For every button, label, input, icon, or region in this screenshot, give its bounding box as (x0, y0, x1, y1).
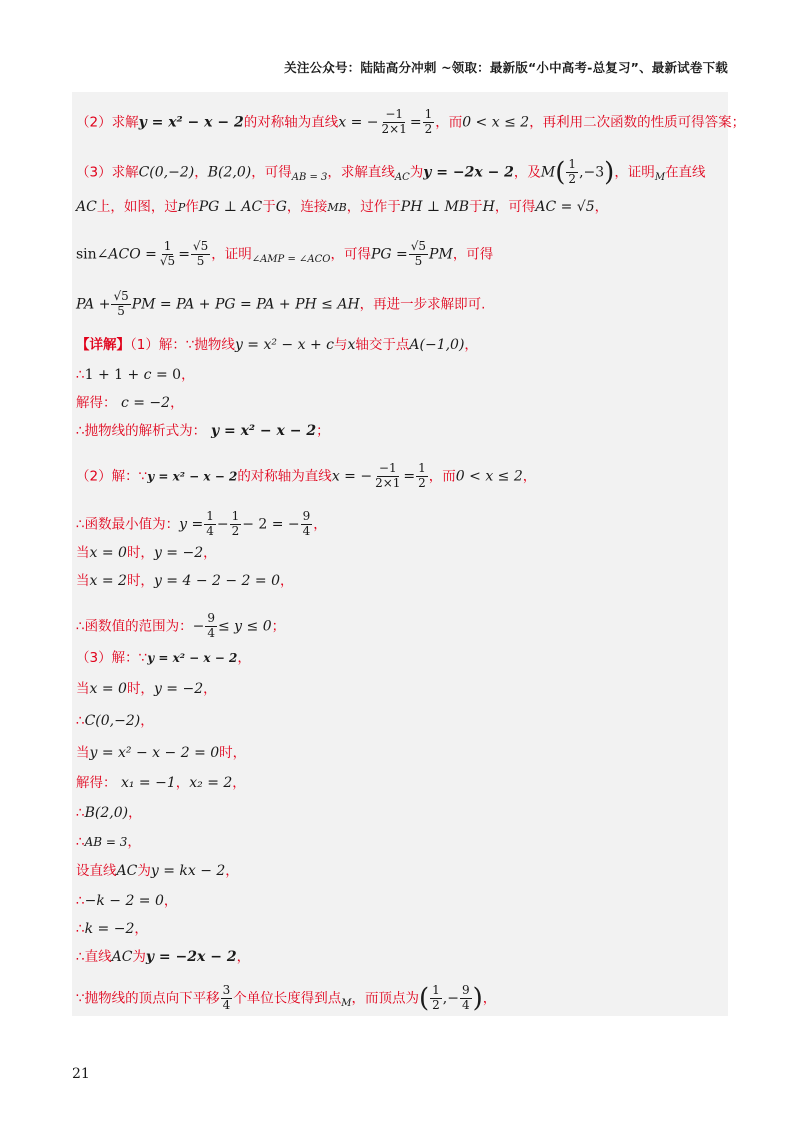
detail-line-7: 当x = 0时，y = −2， (76, 545, 217, 561)
detail-line-6: ∴函数最小值为：y = $\frac{1}{4}$ − $\frac{1}{2}$ − 2 = − $\frac{9}{4}$ ， (76, 509, 327, 538)
detail-line-3: 解得： c = −2， (76, 395, 184, 411)
detail-line-12: ∴C(0,−2)， (76, 713, 154, 729)
detail-line-20: ∴直线AC为y = −2x − 2， (76, 949, 251, 965)
detail-line-1: 【详解】（1）解：∵抛物线y = x² − x + c与x轴交于点A(−1,0)， (76, 337, 478, 353)
detail-line-21: ∵抛物线的顶点向下平移 $\frac{3}{4}$ 个单位长度得到点$_M$，而顶点为( $\frac{1}{2}$ ,− $\frac{9}{4}$ )， (76, 983, 497, 1014)
detail-line-10: （3）解：∵y = x² − x − 2， (76, 650, 251, 666)
detail-line-16: ∴AB = 3， (76, 834, 141, 850)
detail-line-11: 当x = 0时，y = −2， (76, 681, 217, 697)
detail-line-9: ∴函数值的范围为：− $\frac{9}{4}$ ≤ y ≤ 0； (76, 611, 286, 640)
detail-line-15: ∴B(2,0)， (76, 805, 142, 821)
analysis-line-1: （2）求解y = x² − x − 2的对称轴为直线x = − $\frac{-1}{2\times 1}$ = $\frac{1}{2}$ ，而0 < x ≤ 2，再利用二次函数的性质可得答案； (76, 107, 746, 136)
detail-line-2: ∴1 + 1 + c = 0， (76, 367, 195, 383)
detail-line-19: ∴k = −2， (76, 921, 148, 937)
detail-line-13: 当y = x² − x − 2 = 0时， (76, 745, 247, 761)
detail-line-14: 解得： x₁ = −1，x₂ = 2， (76, 775, 246, 791)
detail-line-4: ∴抛物线的解析式为： y = x² − x − 2； (76, 423, 330, 439)
detail-line-5: （2）解：∵y = x² − x − 2的对称轴为直线x = − $\frac{-1}{2\times 1}$ = $\frac{1}{2}$ ，而0 < x ≤ 2， (76, 461, 537, 490)
detail-line-8: 当x = 2时，y = 4 − 2 − 2 = 0， (76, 573, 294, 589)
detail-line-18: ∴−k − 2 = 0， (76, 893, 178, 909)
detail-line-17: 设直线AC为y = kx − 2， (76, 863, 239, 879)
analysis-line-5: PA + $\frac{√5}{5}$ PM = PA + PG = PA + PH ≤ AH，再进一步求解即可. (76, 289, 486, 318)
formula: y = x² − x − 2 (138, 114, 244, 131)
page-header: 关注公众号：陆陆高分冲刺 ~领取：最新版“小中高考-总复习”、最新试卷下载 (284, 60, 728, 75)
analysis-line-3: AC上，如图，过P作PG ⊥ AC于G，连接MB，过作于PH ⊥ MB于H，可得AC = √5， (76, 199, 609, 215)
analysis-line-4: sin∠ACO = $\frac{1}{√5}$ = $\frac{√5}{5}$ ，证明$_{\angle AMP = \angle ACO}$，可得PG = $\frac{√5}{5}$ PM，可得 (76, 239, 494, 268)
page-number: 21 (72, 1066, 90, 1082)
analysis-line-2: （3）求解C(0,−2)，B(2,0)，可得$_{AB = 3}$，求解直线$_{AC}$为y = −2x − 2，及M( $\frac{1}{2}$ ,−3)，证明$_M$在直线 (76, 157, 706, 188)
